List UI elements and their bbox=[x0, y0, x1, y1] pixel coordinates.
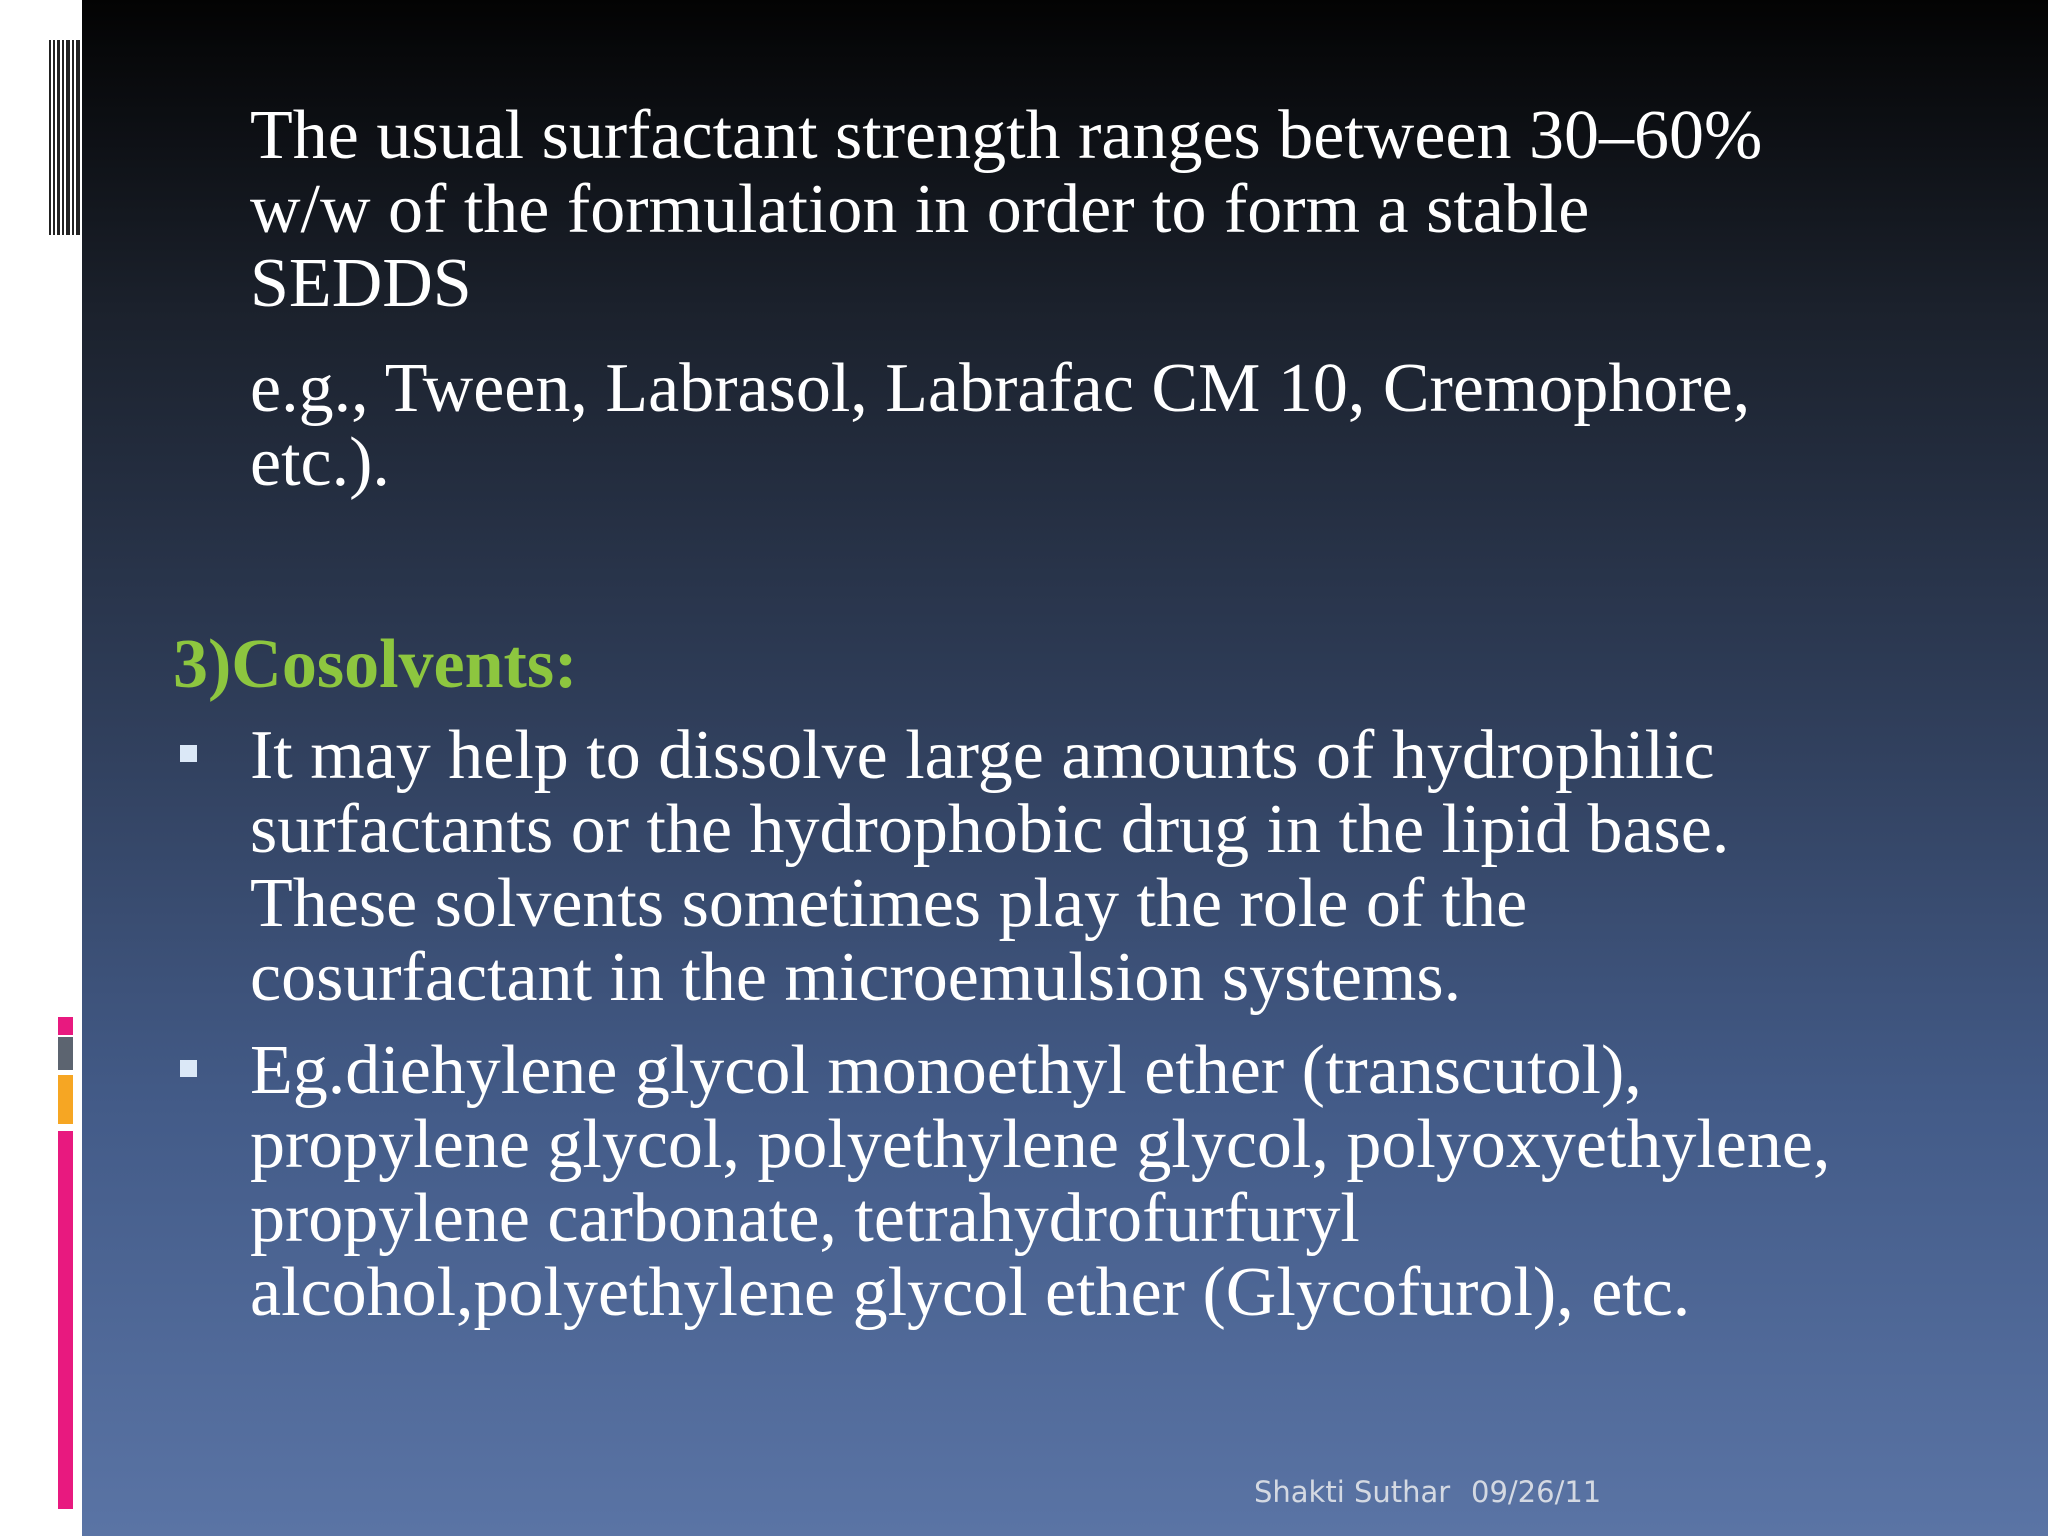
footer-author: Shakti Suthar bbox=[1254, 1475, 1451, 1509]
bullet-text-2: Eg.diehylene glycol monoethyl ether (transcutol), propylene glycol, polyethylene glycol, polyoxyethylene, propylene carbonate, tetrahydrofurfuryl alcohol,polyethylene glycol ether (Glycofurol), etc. bbox=[250, 1032, 1831, 1331]
pink-accent-bar-top bbox=[58, 1017, 73, 1035]
footer-date: 09/26/11 bbox=[1471, 1475, 1602, 1509]
cosolvents-heading: 3)Cosolvents: bbox=[173, 626, 578, 703]
bullet-marker-2 bbox=[180, 1060, 197, 1077]
vertical-lines-decoration bbox=[49, 40, 80, 235]
gray-accent-bar bbox=[58, 1037, 73, 1070]
pink-accent-bar-bottom bbox=[58, 1131, 73, 1509]
bullet-marker-1 bbox=[180, 745, 197, 762]
surfactant-paragraph: The usual surfactant strength ranges between 30–60% w/w of the formulation in order to form a stable SEDDS bbox=[250, 97, 1763, 322]
bullet-text-1: It may help to dissolve large amounts of hydrophilic surfactants or the hydrophobic drug in the lipid base. These solvents sometimes play the role of the cosurfactant in the microemulsion systems. bbox=[250, 717, 1730, 1016]
orange-accent-bar bbox=[58, 1075, 73, 1124]
surfactant-examples-paragraph: e.g., Tween, Labrasol, Labrafac CM 10, Cremophore, etc.). bbox=[250, 350, 1751, 501]
left-decoration-strip bbox=[0, 0, 82, 1536]
